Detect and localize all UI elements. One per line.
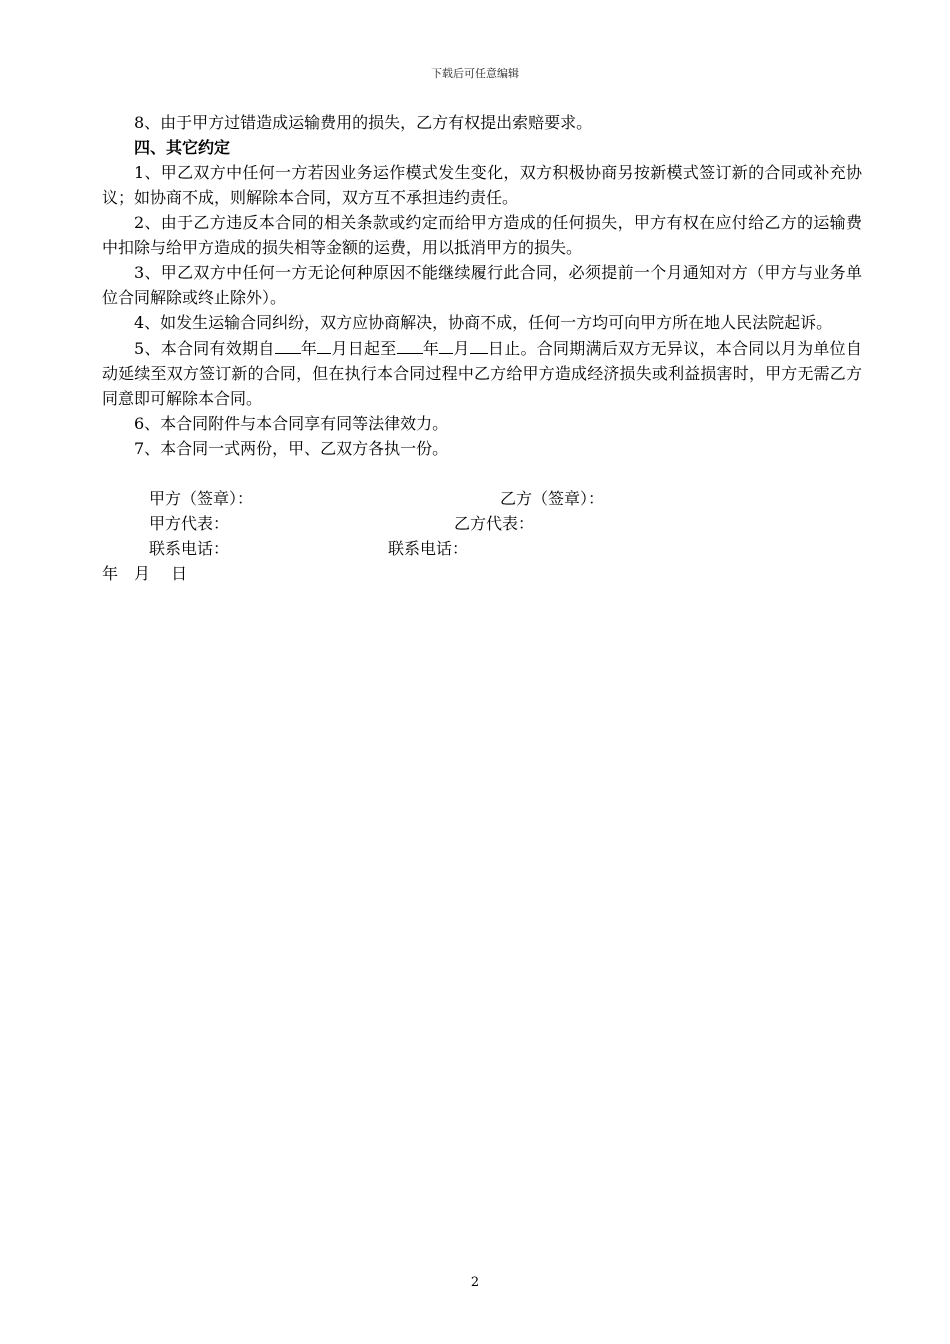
section4-item-4: 4、如发生运输合同纠纷，双方应协商解决，协商不成，任何一方均可向甲方所在地人民法院起诉。 <box>134 313 833 332</box>
page-number: 2 <box>470 1275 480 1290</box>
section4-item-3: 3、甲乙双方中任何一方无论何种原因不能继续履行此合同，必须提前一个月通知对方（甲方与业务单位合同解除或终止除外）。 <box>102 263 862 307</box>
item5-text-4: 日起至 <box>347 339 397 358</box>
party-b-rep-label: 乙方代表： <box>454 514 535 533</box>
section4-item-5 <box>102 335 862 411</box>
party-a-phone-label: 联系电话： <box>149 539 230 558</box>
signature-row-rep <box>102 511 862 536</box>
page-header: 下载后可任意编辑 <box>431 67 519 80</box>
section4-item-6: 6、本合同附件与本合同享有同等法律效力。 <box>134 414 449 433</box>
party-a-seal-label: 甲方（签章）： <box>149 489 254 508</box>
blank-end-month[interactable] <box>439 335 453 354</box>
section4-item-1: 1、甲乙双方中任何一方若因业务运作模式发生变化，双方积极协商另按新模式签订新的合同或补充协议；如协商不成，则解除本合同，双方互不承担违约责任。 <box>102 163 862 207</box>
section4-item-7: 7、本合同一式两份，甲、乙双方各执一份。 <box>134 439 449 458</box>
date-label: 年 月 日 <box>102 564 188 583</box>
signature-row-date <box>102 561 862 586</box>
item5-text-1: 5、本合同有效期自 <box>134 339 275 358</box>
party-b-seal-label: 乙方（签章）： <box>500 489 605 508</box>
item5-text-2: 年 <box>300 339 318 358</box>
spacer <box>102 461 862 486</box>
item5-text-5: 年 <box>422 339 440 358</box>
document-body <box>102 110 862 586</box>
blank-start-month[interactable] <box>317 335 331 354</box>
signature-row-phone <box>102 536 862 561</box>
party-b-phone-label: 联系电话： <box>388 539 469 558</box>
item5-text-6: 月 <box>453 339 470 358</box>
item5-text-3: 月 <box>331 339 348 358</box>
blank-start-year[interactable] <box>275 335 301 354</box>
blank-end-day[interactable] <box>470 335 488 354</box>
section-title: 四、其它约定 <box>134 138 231 157</box>
signature-row-seal <box>102 486 862 511</box>
party-a-rep-label: 甲方代表： <box>149 514 230 533</box>
clause-8: 8、由于甲方过错造成运输费用的损失，乙方有权提出索赔要求。 <box>134 113 593 132</box>
blank-end-year[interactable] <box>397 335 423 354</box>
item5-text-7: 日止。合同期满后双方无异议，本合同以月为单位自动延续至双方签订新的合同，但在执行本合同过程中乙方给甲方造成经济损失或利益损害时，甲方无需乙方同意即可解除本合同。 <box>102 339 862 408</box>
section4-item-2: 2、由于乙方违反本合同的相关条款或约定而给甲方造成的任何损失，甲方有权在应付给乙方的运输费中扣除与给甲方造成的损失相等金额的运费，用以抵消甲方的损失。 <box>102 213 862 257</box>
